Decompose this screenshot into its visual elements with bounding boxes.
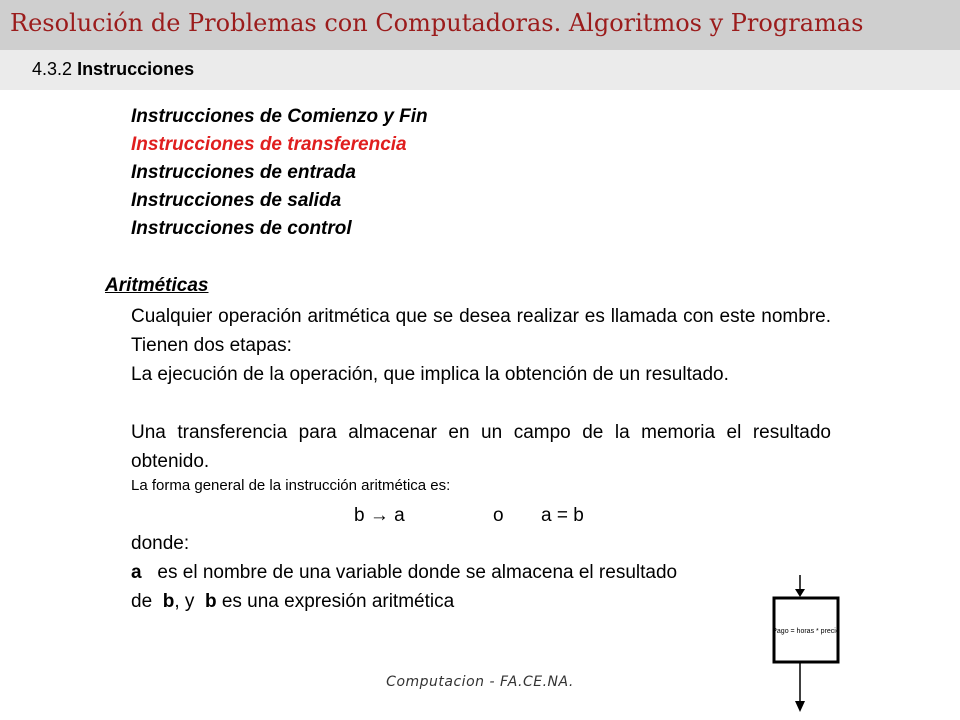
var-a: a [131, 562, 142, 583]
general-form-text: La forma general de la instrucción aritmética es: [131, 477, 451, 494]
formula-arrow: b → a [354, 505, 405, 526]
aritmeticas-heading: Aritméticas [105, 275, 209, 296]
instruction-item-highlighted: Instrucciones de transferencia [131, 134, 407, 155]
donde-label: donde: [131, 533, 190, 554]
instruction-item: Instrucciones de entrada [131, 162, 356, 183]
instruction-item: Instrucciones de salida [131, 190, 342, 211]
flow-arrow-out [795, 701, 805, 712]
flowchart-process [770, 575, 850, 715]
instruction-list [131, 103, 428, 243]
slide-title: Resolución de Problemas con Computadoras. Algoritmos y Programas [10, 9, 864, 37]
definition-b-mid: , y [174, 591, 195, 612]
formula-assign: a = b [541, 505, 584, 526]
formula-or: o [493, 505, 504, 526]
section-title: Instrucciones [77, 59, 195, 79]
instruction-item: Instrucciones de control [131, 218, 352, 239]
definition-b-text: es una expresión aritmética [221, 591, 455, 612]
footer: Computacion - FA.CE.NA. [386, 674, 574, 690]
var-b: b [162, 591, 175, 612]
section-heading-bar [32, 59, 194, 80]
instruction-item: Instrucciones de Comienzo y Fin [131, 106, 428, 127]
definition-b [131, 591, 454, 613]
flow-arrow-in [795, 589, 805, 597]
definition-a-text: es el nombre de una variable donde se almacena el resultado [157, 562, 678, 583]
process-box-label: Pago = horas * precio [772, 628, 840, 635]
var-b-2: b [204, 591, 217, 612]
definition-a [131, 562, 677, 584]
paragraph-definition: Cualquier operación aritmética que se desea realizar es llamada con este nombre. Tienen dos etapas: [131, 306, 831, 356]
paragraph-stage-2: Una transferencia para almacenar en un campo de la memoria el resultado obtenido. [131, 422, 831, 472]
section-number: 4.3.2 [32, 59, 73, 79]
paragraph-stage-1: La ejecución de la operación, que implica la obtención de un resultado. [131, 364, 729, 385]
definition-b-prefix: de [131, 591, 153, 612]
